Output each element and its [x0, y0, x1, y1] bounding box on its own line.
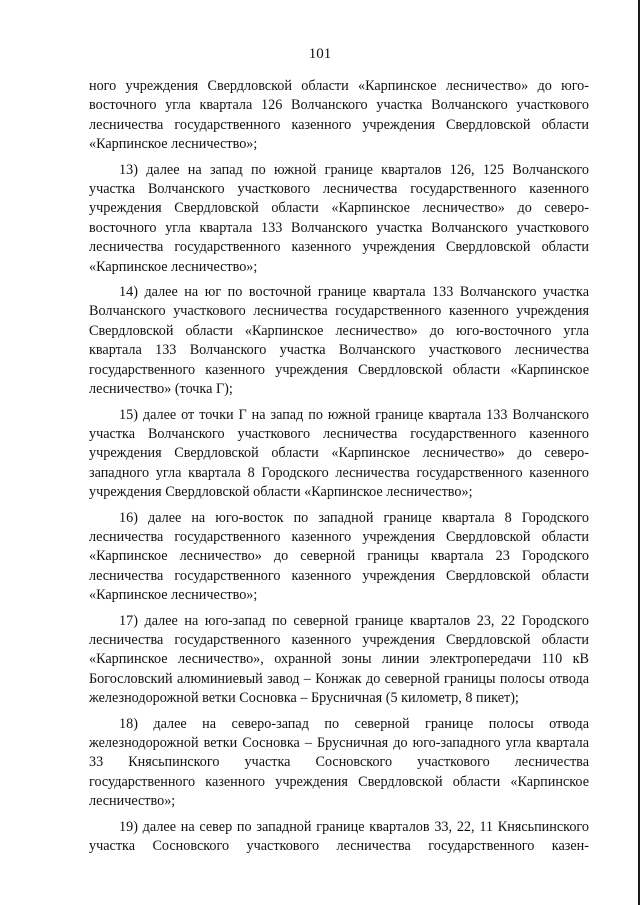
paragraph-item-17: 17) далее на юго-запад по северной границе кварталов 23, 22 Городского лесничества государственного казенного учреждения Свердловской области «Карпинское лесничество», охранной зоны линии электропередачи 110 кВ Богословский алюминиевый завод – Конжак до северной границы полосы отвода железнодорожной ветки Сосновка – Брусничная (5 километр, 8 пикет); [89, 612, 589, 707]
paragraph-item-15: 15) далее от точки Г на запад по южной границе квартала 133 Волчанского участка Волчанского участкового лесничества государственного казенного учреждения Свердловской области «Карпинское лесничество» до северо-западного угла квартала 8 Городского лесничества государственного казенного учреждения Свердловской области «Карпинское лесничество»; [89, 406, 589, 501]
paragraph-item-18: 18) далее на северо-запад по северной границе полосы отвода железнодорожной ветки Сосновка – Брусничная до юго-западного угла квартала 33 Княсьпинского участка Сосновского участкового лесничества государственного казенного учреждения Свердловской области «Карпинское лесничество»; [89, 715, 589, 810]
document-body [89, 77, 589, 856]
paragraph-item-16: 16) далее на юго-восток по западной границе квартала 8 Городского лесничества государственного казенного учреждения Свердловской области «Карпинское лесничество» до северной границы квартала 23 Городского лесничества государственного казенного учреждения Свердловской области «Карпинское лесничество»; [89, 509, 589, 604]
paragraph-item-13: 13) далее на запад по южной границе кварталов 126, 125 Волчанского участка Волчанского участкового лесничества государственного казенного учреждения Свердловской области «Карпинское лесничество» до северо-восточного угла квартала 133 Волчанского участка Волчанского участкового лесничества государственного казенного учреждения Свердловской области «Карпинское лесничество»; [89, 161, 589, 275]
paragraph-continuation: ного учреждения Свердловской области «Карпинское лесничество» до юго-восточного угла квартала 126 Волчанского участка Волчанского участкового лесничества государственного казенного учреждения Свердловской области «Карпинское лесничество»; [89, 78, 589, 153]
paragraph-item-14: 14) далее на юг по восточной границе квартала 133 Волчанского участка Волчанского участкового лесничества государственного казенного учреждения Свердловской области «Карпинское лесничество» до юго-восточного угла квартала 133 Волчанского участка Волчанского участкового лесничества государственного казенного учреждения Свердловской области «Карпинское лесничество» (точка Г); [89, 284, 589, 398]
page-number: 101 [308, 46, 332, 62]
paragraph-item-19: 19) далее на север по западной границе кварталов 33, 22, 11 Княсьпинского участка Сосновского участкового лесничества государственного казен- [89, 818, 589, 855]
